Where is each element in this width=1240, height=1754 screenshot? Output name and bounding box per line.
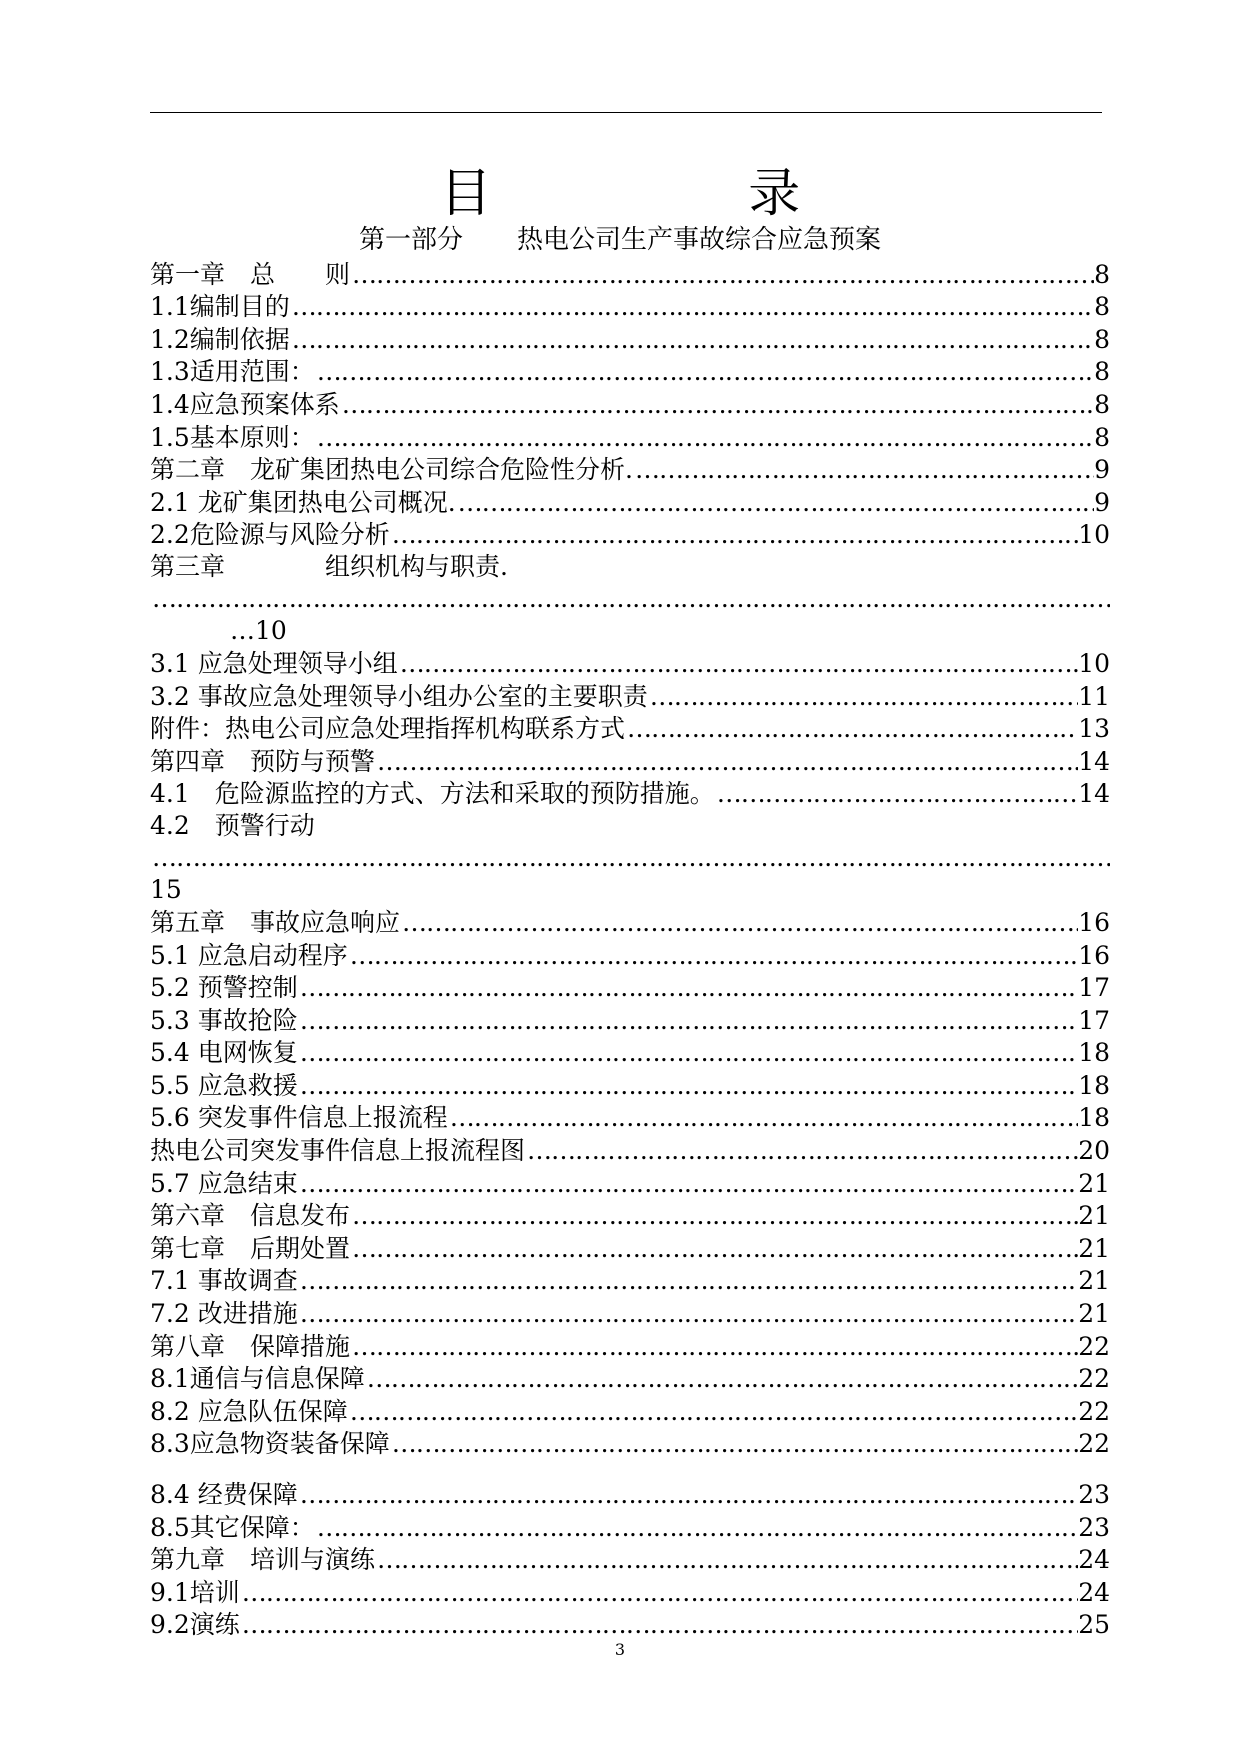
- toc-entry-label: 附件：热电公司应急处理指挥机构联系方式: [150, 714, 626, 744]
- toc-entry-page: 13: [1078, 714, 1110, 744]
- toc-entry-label: 5.3 事故抢险: [150, 1005, 298, 1035]
- toc-entry[interactable]: [150, 323, 1110, 356]
- toc-entry[interactable]: [150, 258, 1110, 291]
- toc-leader: [315, 1512, 1078, 1544]
- toc-entry-page: 21: [1078, 1266, 1110, 1296]
- toc-entry-label: 热电公司突发事件信息上报流程图: [150, 1136, 526, 1166]
- toc-entry-page: 14: [1078, 746, 1110, 776]
- toc-entry-label: 8.4 经费保障: [150, 1480, 298, 1509]
- toc-entry-label: 2.1 龙矿集团热电公司概况.: [150, 487, 456, 517]
- toc-entry[interactable]: [150, 1363, 1110, 1396]
- toc-leader: [350, 1331, 1078, 1363]
- toc-leader: [390, 1428, 1078, 1460]
- toc-entry[interactable]: [150, 454, 1110, 487]
- toc-entry[interactable]: [150, 1232, 1110, 1265]
- toc-entry-page: 8: [1094, 259, 1110, 289]
- toc-leader: [365, 1363, 1078, 1395]
- page-title: 目 录: [439, 164, 921, 224]
- toc-entry[interactable]: [150, 939, 1110, 972]
- toc-entry[interactable]: [150, 1265, 1110, 1298]
- toc-entry[interactable]: [150, 421, 1110, 454]
- toc-entry-page: 8: [1094, 357, 1110, 387]
- toc-entry-page: 8: [1094, 324, 1110, 354]
- toc-entry[interactable]: [150, 906, 1110, 939]
- toc-entry-page: 9: [1094, 487, 1110, 517]
- toc-leader: [298, 1005, 1078, 1037]
- toc-leader: [340, 389, 1094, 421]
- toc-entry-page: 22: [1078, 1364, 1110, 1394]
- toc-entry-label: 5.5 应急救援: [150, 1070, 298, 1100]
- toc-spacer: [150, 1460, 1110, 1478]
- toc-entry[interactable]: [150, 486, 1110, 519]
- toc-entry-page: 11: [1078, 681, 1110, 711]
- toc-entry[interactable]: [150, 1297, 1110, 1330]
- toc-entry-label: 8.1通信与信息保障: [150, 1364, 365, 1394]
- toc-leader: [150, 842, 1110, 874]
- toc-entry-label: 第九章 培训与演练: [150, 1545, 376, 1575]
- toc-entry[interactable]: [150, 1609, 1110, 1642]
- toc-leader: [298, 1265, 1078, 1297]
- toc-entry[interactable]: [150, 745, 1110, 778]
- toc-entry-page: 14: [1078, 779, 1110, 809]
- toc-entry-label: 3.1 应急处理领导小组: [150, 648, 398, 678]
- toc-entry-label: 第三章 组织机构与职责.: [150, 552, 508, 582]
- part-prefix: 第一部分: [358, 225, 463, 255]
- toc-entry[interactable]: [150, 713, 1110, 746]
- toc-entry-label: 第五章 事故应急响应: [150, 907, 401, 937]
- toc-entry-page: 16: [1078, 907, 1110, 937]
- toc-leader: [290, 324, 1094, 356]
- toc-entry-label: 第二章 龙矿集团热电公司综合危险性分析.: [150, 455, 633, 485]
- part-name: 热电公司生产事故综合应急预案: [517, 225, 882, 255]
- toc-entry[interactable]: [150, 972, 1110, 1005]
- toc-entry-page: 10: [1078, 648, 1110, 678]
- toc-leader: [298, 972, 1078, 1004]
- toc-entry[interactable]: [150, 519, 1110, 552]
- toc-entry[interactable]: [150, 1511, 1110, 1544]
- toc-entry-label: 5.2 预警控制: [150, 973, 298, 1003]
- toc-entry[interactable]: [150, 1428, 1110, 1461]
- toc-entry-page-wrapped: [150, 615, 1110, 647]
- toc-entry-page: 10: [255, 616, 287, 646]
- toc-leader: [633, 454, 1094, 486]
- toc-leader: [298, 1070, 1078, 1102]
- toc-entry[interactable]: [150, 1544, 1110, 1577]
- toc-entry-page: 21: [1078, 1299, 1110, 1329]
- toc-entry[interactable]: [150, 1167, 1110, 1200]
- toc-entry-label: 3.2 事故应急处理领导小组办公室的主要职责: [150, 681, 648, 711]
- toc-entry-page: 23: [1078, 1512, 1110, 1542]
- toc-entry-page: 23: [1078, 1480, 1110, 1509]
- toc-entry-page: 18: [1078, 1070, 1110, 1100]
- toc-entry[interactable]: [150, 1102, 1110, 1135]
- toc-entry-page: 22: [1078, 1331, 1110, 1361]
- toc-entry-page: 24: [1078, 1577, 1110, 1607]
- toc-entry-page: 17: [1078, 1005, 1110, 1035]
- toc-entry[interactable]: [150, 388, 1110, 421]
- header-rule: [150, 112, 1102, 113]
- toc-entry[interactable]: [150, 1004, 1110, 1037]
- toc-leader: [298, 1037, 1078, 1069]
- toc-entry-label: 1.1编制目的: [150, 292, 290, 322]
- toc-entry[interactable]: [150, 680, 1110, 713]
- toc-entry[interactable]: [150, 778, 1110, 811]
- toc-leader: [298, 1298, 1078, 1330]
- toc-entry[interactable]: [150, 1037, 1110, 1070]
- toc-leader: [350, 259, 1094, 291]
- toc-entry[interactable]: [150, 1576, 1110, 1609]
- toc-entry-page: 21: [1078, 1233, 1110, 1263]
- toc-leader-cont: …: [230, 616, 255, 646]
- toc-entry[interactable]: [150, 647, 1110, 680]
- toc-entry-label: 7.2 改进措施: [150, 1299, 298, 1329]
- toc-entry-page: 22: [1078, 1396, 1110, 1426]
- table-of-contents: [150, 258, 1110, 1641]
- toc-entry[interactable]: [150, 1395, 1110, 1428]
- toc-entry-label: 8.2 应急队伍保障: [150, 1396, 348, 1426]
- toc-leader: [348, 940, 1078, 972]
- toc-entry-label: 8.5其它保障：: [150, 1512, 315, 1542]
- toc-entry-label: 第四章 预防与预警: [150, 746, 376, 776]
- toc-entry-page: 8: [1094, 292, 1110, 322]
- toc-entry[interactable]: [150, 1134, 1110, 1167]
- toc-leader: [350, 1233, 1078, 1265]
- toc-entry-label: 1.3适用范围：: [150, 357, 315, 387]
- toc-leader: [715, 778, 1078, 810]
- toc-entry-page: 24: [1078, 1545, 1110, 1575]
- toc-entry-label: 5.1 应急启动程序: [150, 940, 348, 970]
- toc-leader: [625, 713, 1078, 745]
- toc-entry-label: 9.1培训: [150, 1577, 240, 1607]
- toc-entry-label: 5.7 应急结束: [150, 1168, 298, 1198]
- toc-entry-label: 1.5基本原则：: [150, 422, 315, 452]
- toc-entry-label: 第八章 保障措施: [150, 1331, 351, 1361]
- toc-entry-label: 7.1 事故调查: [150, 1266, 298, 1296]
- toc-entry-label: 5.4 电网恢复: [150, 1038, 298, 1068]
- toc-entry-page: 10: [1078, 520, 1110, 550]
- toc-leader: [240, 1609, 1078, 1641]
- toc-entry-label: 1.2编制依据: [150, 324, 290, 354]
- toc-entry-page: 21: [1078, 1168, 1110, 1198]
- toc-entry[interactable]: [150, 1069, 1110, 1102]
- toc-entry-label: 4.1 危险源监控的方式、方法和采取的预防措施。: [150, 779, 715, 809]
- toc-leader: [400, 907, 1078, 939]
- toc-leader: [150, 583, 1110, 615]
- toc-leader: [648, 681, 1078, 713]
- toc-entry[interactable]: [150, 291, 1110, 324]
- toc-leader: [398, 648, 1078, 680]
- toc-entry[interactable]: [150, 1330, 1110, 1363]
- page-number: 3: [614, 1640, 626, 1659]
- toc-leader: [298, 1168, 1078, 1200]
- toc-leader: [390, 519, 1078, 551]
- toc-leader: [375, 746, 1078, 778]
- part-heading: [0, 222, 1240, 258]
- toc-leader: [525, 1135, 1078, 1167]
- toc-entry-page-wrapped: [150, 874, 1110, 906]
- toc-entry-label: 1.4应急预案体系: [150, 389, 340, 419]
- toc-entry-page: 8: [1094, 422, 1110, 452]
- toc-leader: [348, 1396, 1078, 1428]
- toc-entry-label: 4.2 预警行动: [150, 811, 315, 841]
- toc-leader: [448, 1102, 1078, 1134]
- toc-entry-label: 5.6 突发事件信息上报流程: [150, 1103, 448, 1133]
- toc-leader: [315, 422, 1094, 454]
- toc-entry[interactable]: [150, 356, 1110, 389]
- toc-entry-page: 15: [150, 875, 182, 905]
- toc-leader: [290, 291, 1094, 323]
- toc-entry-label: 8.3应急物资装备保障: [150, 1429, 390, 1459]
- toc-entry-page: 18: [1078, 1038, 1110, 1068]
- toc-leader: [240, 1577, 1078, 1609]
- toc-leader: [375, 1544, 1078, 1576]
- toc-entry-page: 9: [1094, 455, 1110, 485]
- toc-entry[interactable]: [150, 551, 1110, 647]
- toc-leader: [315, 356, 1094, 388]
- toc-entry[interactable]: [150, 810, 1110, 906]
- toc-entry-page: 21: [1078, 1201, 1110, 1231]
- toc-entry[interactable]: [150, 1200, 1110, 1233]
- toc-entry-label: 第七章 后期处置: [150, 1233, 351, 1263]
- toc-entry-label: 2.2危险源与风险分析: [150, 520, 390, 550]
- toc-entry-page: 20: [1078, 1136, 1110, 1166]
- toc-entry-page: 8: [1094, 389, 1110, 419]
- toc-leader: [298, 1479, 1078, 1511]
- toc-entry-page: 17: [1078, 973, 1110, 1003]
- toc-entry-page: 22: [1078, 1429, 1110, 1459]
- toc-entry-page: 18: [1078, 1103, 1110, 1133]
- toc-entry-label: 第六章 信息发布: [150, 1201, 351, 1231]
- toc-leader: [456, 487, 1094, 519]
- toc-entry[interactable]: [150, 1478, 1110, 1511]
- toc-leader: [350, 1200, 1078, 1232]
- toc-entry-label: 9.2演练: [150, 1610, 240, 1640]
- toc-entry-page: 25: [1078, 1610, 1110, 1640]
- toc-entry-page: 16: [1078, 940, 1110, 970]
- toc-entry-label: 第一章 总 则: [150, 259, 351, 289]
